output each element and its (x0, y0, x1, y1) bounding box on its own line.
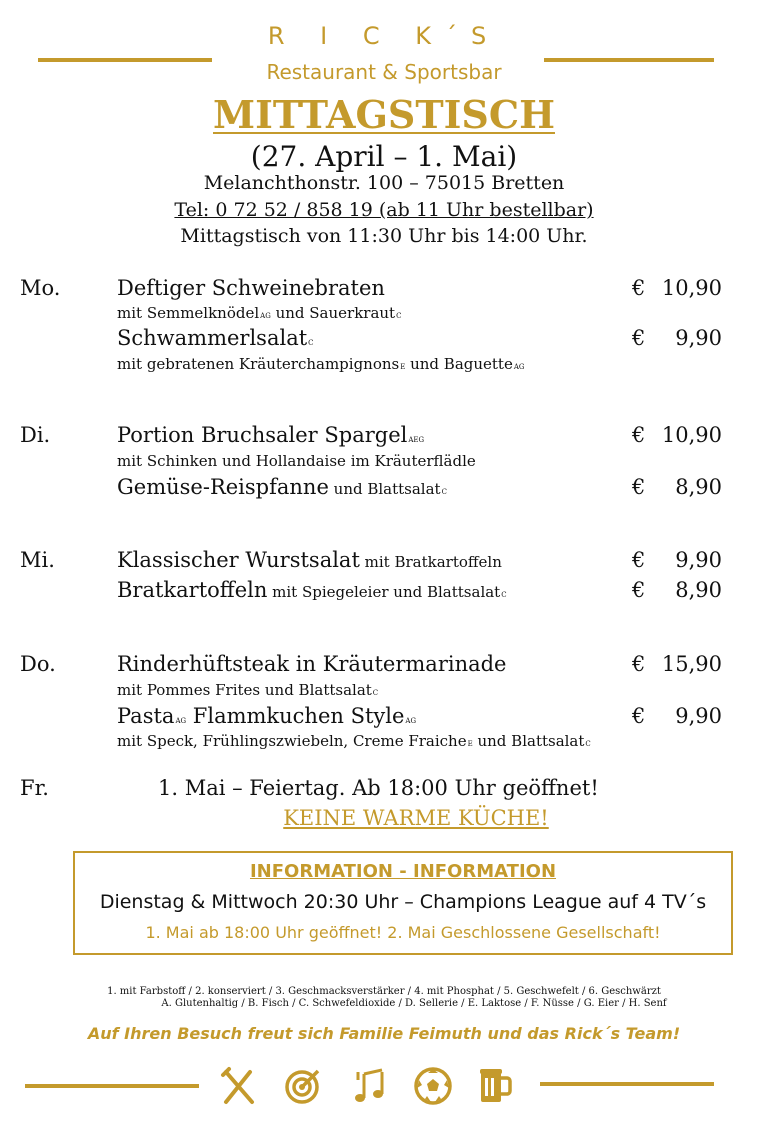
dish-price: € 8,90 (632, 475, 722, 499)
dish-description: mit Schinken und Hollandaise im Kräuterflädle (117, 452, 476, 470)
dish-price: € 15,90 (632, 652, 722, 676)
info-heading: INFORMATION - INFORMATION (249, 861, 557, 882)
info-line-opening: 1. Mai ab 18:00 Uhr geöffnet! 2. Mai Geschlossene Gesellschaft! (145, 923, 661, 942)
dish-name: Rinderhüftsteak in Kräutermarinade (117, 652, 507, 676)
dish-description: mit gebratenen KräuterchampignonsE und BaguetteAG (117, 355, 525, 373)
dish-name: Portion Bruchsaler SpargelAEG (117, 423, 425, 447)
target-icon (283, 1066, 323, 1106)
dish-price: € 9,90 (632, 326, 722, 350)
dish-description: mit Speck, Frühlingszwiebeln, Creme FraicheE und BlattsalatC (117, 732, 591, 750)
dish-price: € 8,90 (632, 578, 722, 602)
dish-price: € 10,90 (632, 423, 722, 447)
dish-price: € 9,90 (632, 548, 722, 572)
allergens-legend-letters: A. Glutenhaltig / B. Fisch / C. Schwefeldioxide / D. Sellerie / E. Laktose / F. Nüsse / G. Eier / H. Senf (161, 998, 667, 1009)
dish-name: Deftiger Schweinebraten (117, 276, 385, 300)
holiday-notice: 1. Mai – Feiertag. Ab 18:00 Uhr geöffnet! (158, 776, 599, 800)
dish-name: Klassischer Wurstsalat mit Bratkartoffeln (117, 548, 502, 572)
brand-name: R I C K´S (267, 22, 501, 50)
dish-name: SchwammerlsalatC (117, 326, 314, 350)
dish-description: mit Pommes Frites und BlattsalatC (117, 681, 379, 699)
additives-legend-numbers: 1. mit Farbstoff / 2. konserviert / 3. Geschmacksverstärker / 4. mit Phosphat / 5. Geschwefelt / 6. Geschwärzt (107, 986, 661, 997)
dish-name: PastaAG Flammkuchen StyleAG (117, 704, 417, 728)
day-label-di: Di. (20, 423, 51, 447)
day-label-fr: Fr. (20, 776, 49, 800)
dish-description: mit SemmelknödelAG und SauerkrautC (117, 304, 402, 322)
music-note-icon (350, 1066, 390, 1106)
phone-line: Tel: 0 72 52 / 858 19 (ab 11 Uhr bestellbar) (174, 199, 594, 221)
currency-symbol: € (632, 276, 646, 300)
no-kitchen-notice: KEINE WARME KÜCHE! (283, 806, 549, 830)
dish-price: € 10,90 (632, 276, 722, 300)
cutlery-icon (218, 1066, 258, 1106)
brand-subtitle: Restaurant & Sportsbar (266, 60, 502, 84)
thank-you-message: Auf Ihren Besuch freut sich Familie Feimuth und das Rick´s Team! (87, 1024, 681, 1043)
info-line-champions-league: Dienstag & Mittwoch 20:30 Uhr – Champions League auf 4 TV´s (99, 891, 707, 913)
day-label-do: Do. (20, 652, 56, 676)
footer-rule-right (540, 1082, 714, 1086)
day-label-mi: Mi. (20, 548, 55, 572)
info-box (73, 851, 733, 955)
football-icon (413, 1066, 453, 1106)
footer-rule-left (25, 1084, 199, 1088)
dish-price: € 9,90 (632, 704, 722, 728)
dish-name: Gemüse-Reispfanne und BlattsalatC (117, 475, 447, 499)
date-range: (27. April – 1. Mai) (250, 140, 518, 173)
beer-mug-icon (475, 1066, 515, 1106)
dish-name: Bratkartoffeln mit Spiegeleier und BlattsalatC (117, 578, 507, 602)
lunch-hours: Mittagstisch von 11:30 Uhr bis 14:00 Uhr. (180, 225, 588, 247)
page-title: MITTAGSTISCH (213, 92, 555, 137)
address: Melanchthonstr. 100 – 75015 Bretten (203, 172, 565, 194)
day-label-mo: Mo. (20, 276, 61, 300)
